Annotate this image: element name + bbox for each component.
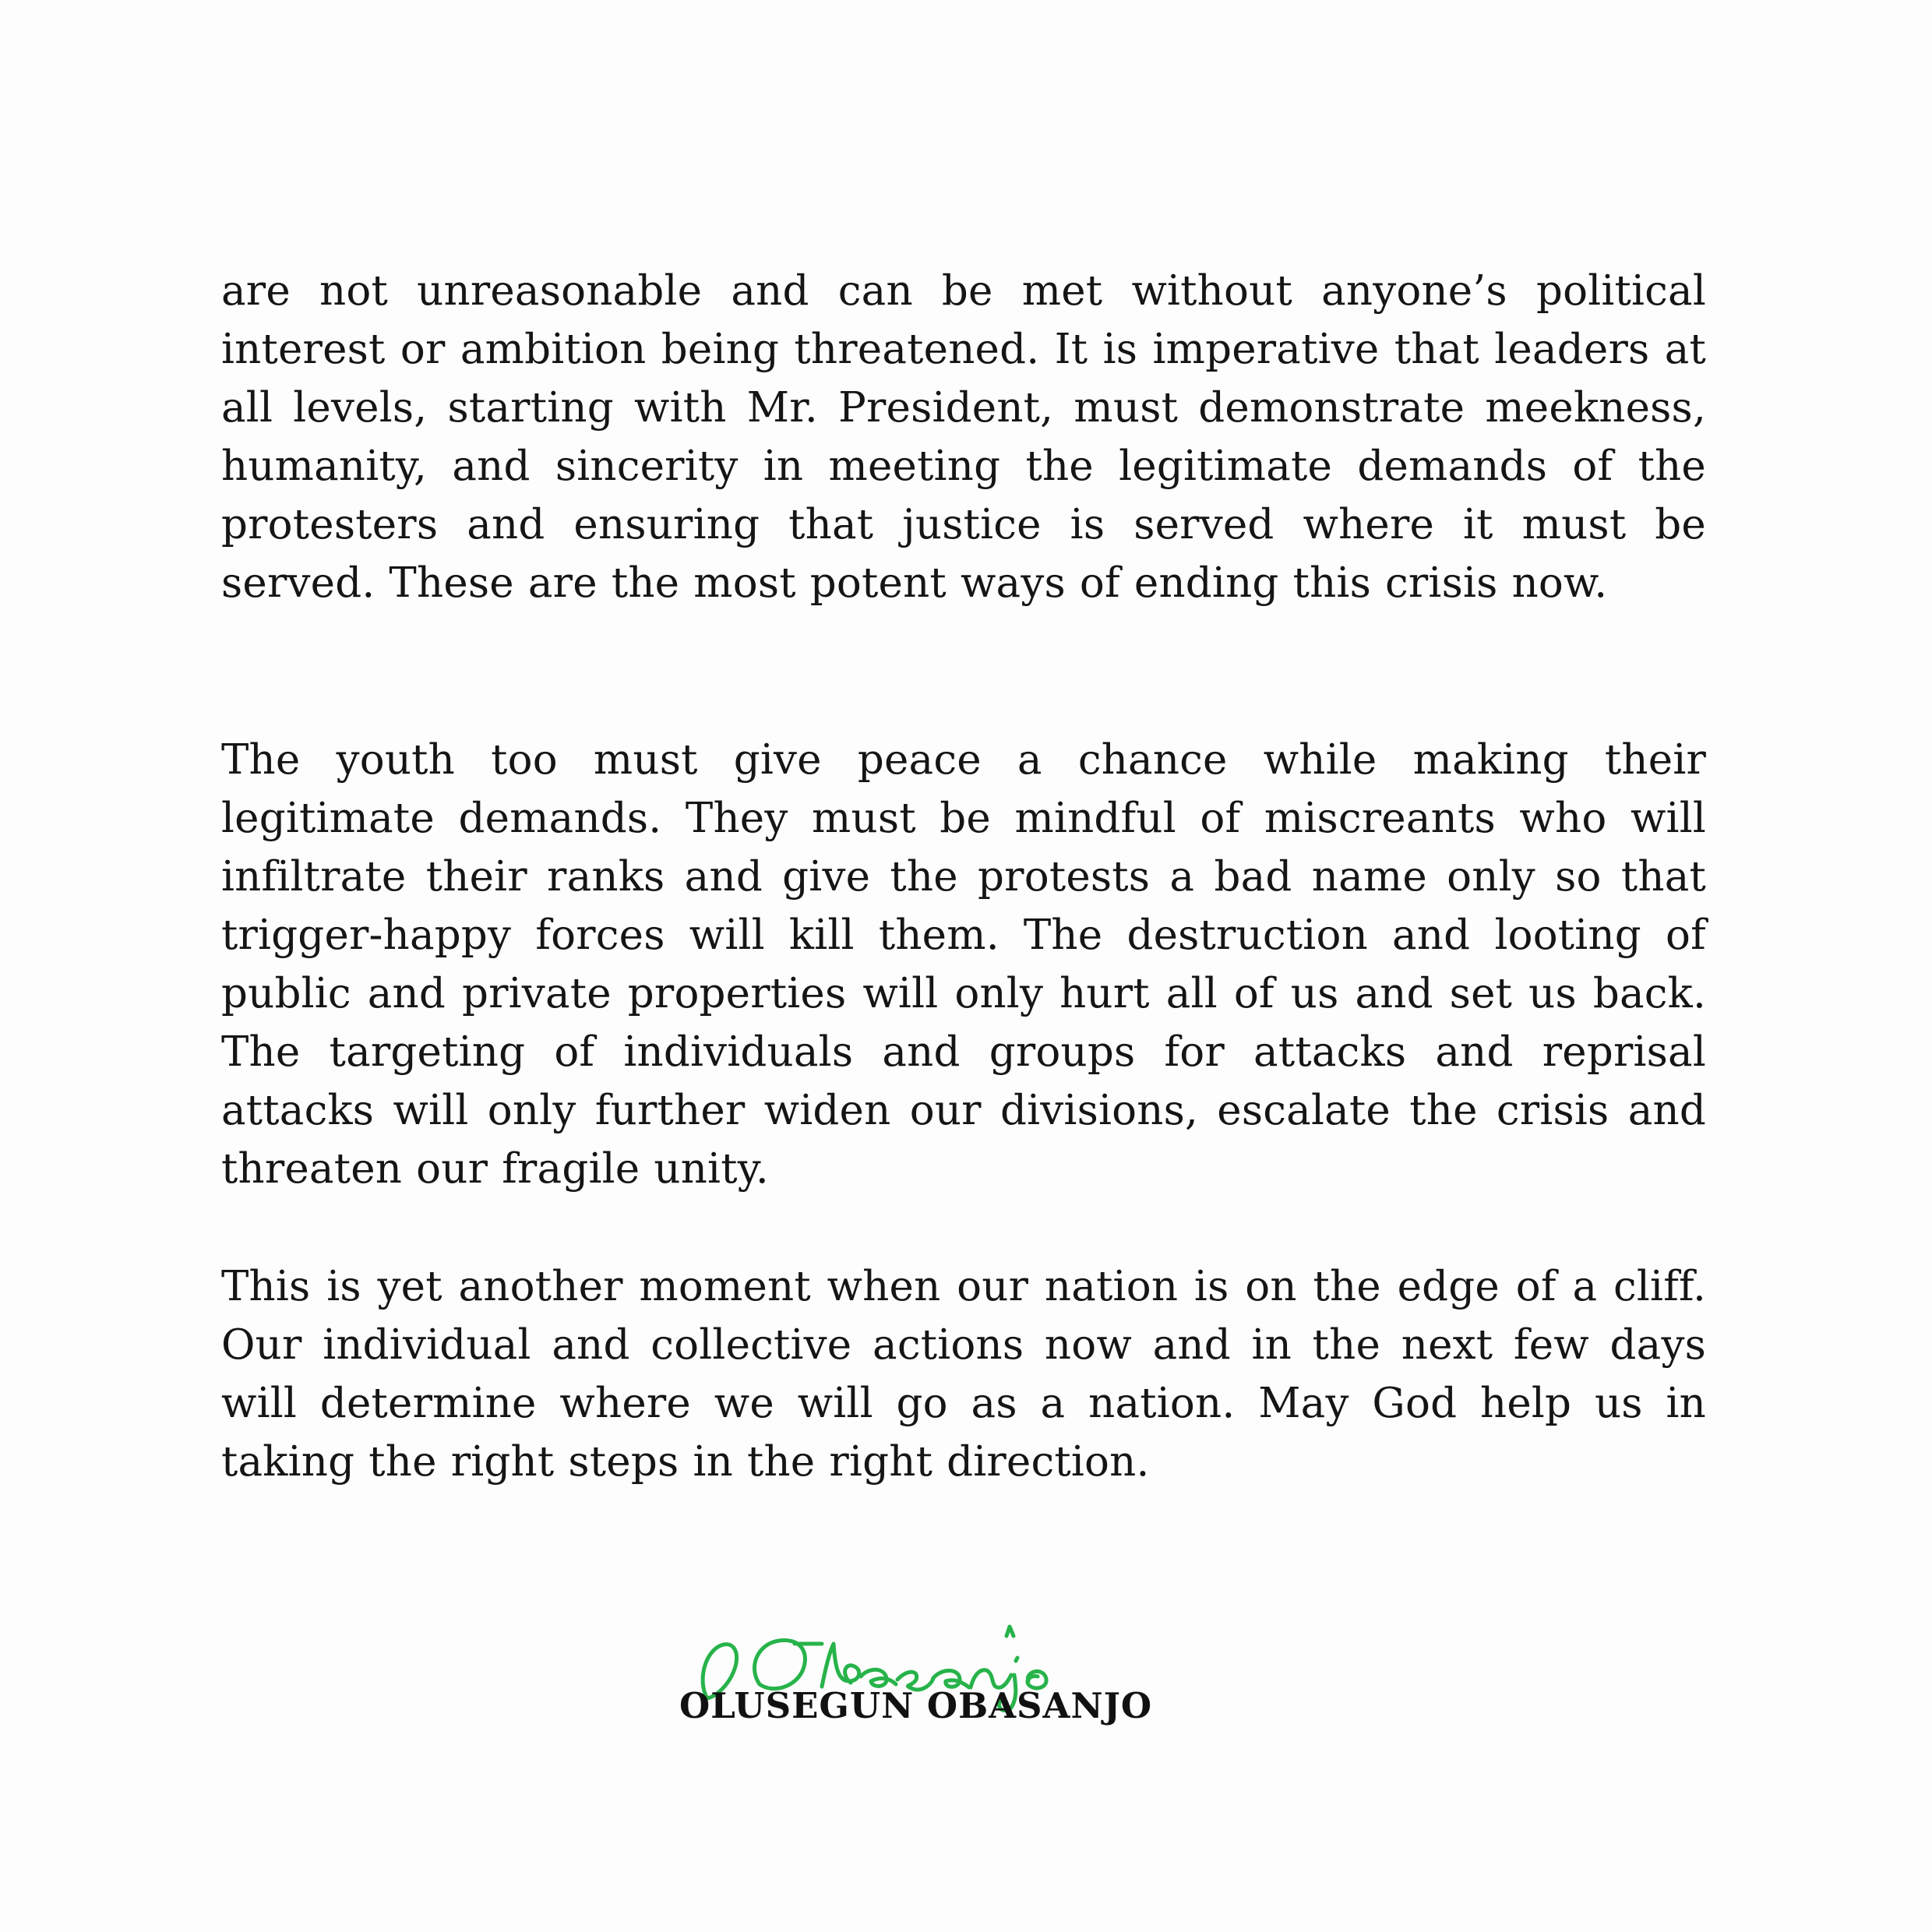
signatory-name: OLUSEGUN OBASANJO	[679, 1685, 1153, 1726]
body-paragraph-2: The youth too must give peace a chance while making their legitimate demands. They must be mindful of miscreants who will infiltrate their ranks and give the protests a bad name only so that trigger-happy forces will kill them. The destruction and looting of public and private properties will only hurt all of us and set us back. The targeting of individuals and groups for attacks and reprisal attacks will only further widen our divisions, escalate the crisis and threaten our fragile unity.	[221, 736, 1706, 1193]
body-paragraph-3: This is yet another moment when our nation is on the edge of a cliff. Our individual and collective actions now and in the next few days will determine where we will go as a nation. May God help us in taking the right steps in the right direction.	[221, 1263, 1706, 1486]
body-paragraph-1: are not unreasonable and can be met without anyone’s political interest or ambition being threatened. It is imperative that leaders at all levels, starting with Mr. President, must demonstrate meekness, humanity, and sincerity in meeting the legitimate demands of the protesters and ensuring that justice is served where it must be served. These are the most potent ways of ending this crisis now.	[221, 267, 1706, 607]
